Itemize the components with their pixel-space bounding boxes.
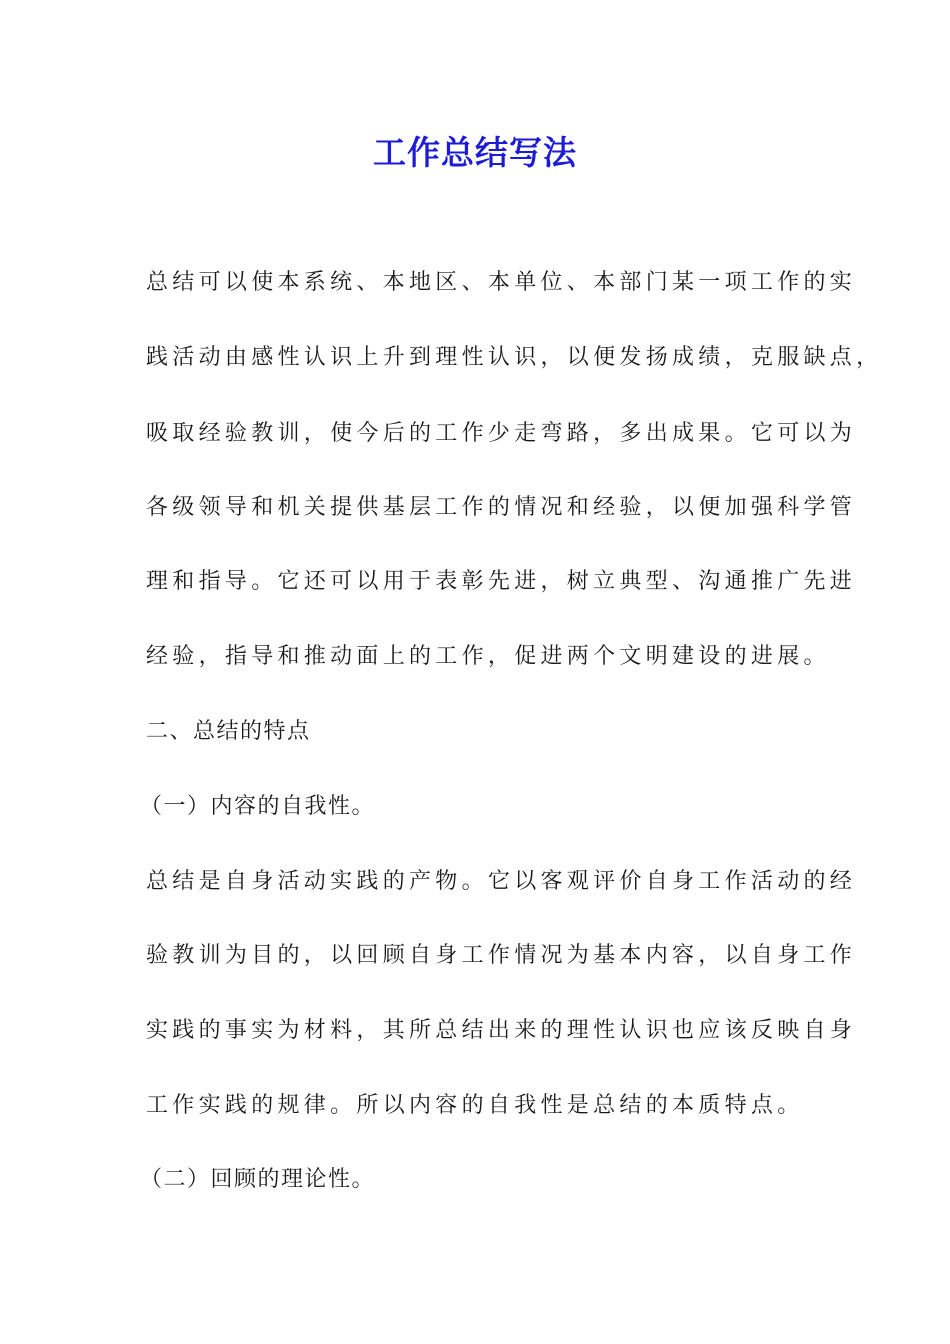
paragraph-line: 验教训为目的，以回顾自身工作情况为基本内容，以自身工作 (146, 943, 857, 968)
subsection-heading: （一）内容的自我性。 (140, 794, 376, 819)
paragraph-line: 各级领导和机关提供基层工作的情况和经验，以便加强科学管 (146, 495, 857, 520)
paragraph-line: 践活动由感性认识上升到理性认识，以便发扬成绩，克服缺点， (146, 345, 883, 370)
paragraph-line: 吸取经验教训，使今后的工作少走弯路，多出成果。它可以为 (146, 421, 857, 446)
paragraph-line: 理和指导。它还可以用于表彰先进，树立典型、沟通推广先进 (146, 569, 857, 594)
paragraph-line: 总结是自身活动实践的产物。它以客观评价自身工作活动的经 (146, 869, 857, 894)
paragraph-line: 总结可以使本系统、本地区、本单位、本部门某一项工作的实 (146, 270, 857, 295)
subsection-heading: （二）回顾的理论性。 (140, 1167, 376, 1192)
paragraph-line: 经验，指导和推动面上的工作，促进两个文明建设的进展。 (146, 644, 830, 669)
document-title: 工作总结写法 (373, 133, 577, 172)
paragraph-line: 工作实践的规律。所以内容的自我性是总结的本质特点。 (146, 1093, 804, 1118)
section-heading: 二、总结的特点 (146, 719, 311, 744)
paragraph-line: 实践的事实为材料，其所总结出来的理性认识也应该反映自身 (146, 1018, 857, 1043)
